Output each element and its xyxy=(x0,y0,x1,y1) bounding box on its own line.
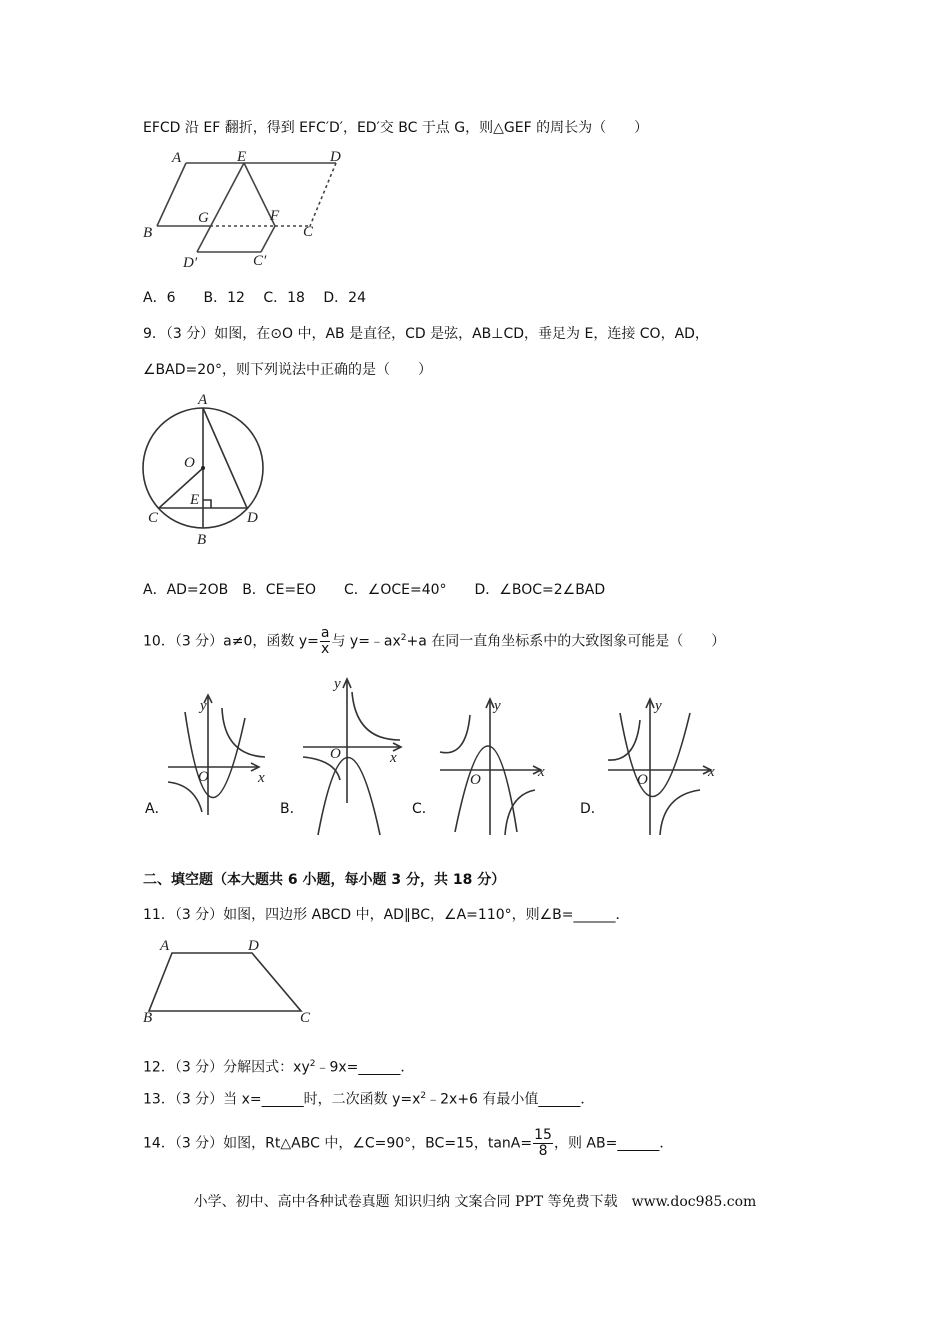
q13-suffix: ﹣2x+6 有最小值______． xyxy=(426,1091,595,1108)
q13-text xyxy=(143,1086,594,1110)
q10-sup: 2 xyxy=(400,632,407,643)
q8-options: A．6 B．12 C．18 D．24 xyxy=(143,290,366,306)
q10-b-x-label: x xyxy=(390,750,397,766)
q9-options: A．AD=2OB B．CE=EO C．∠OCE=40° D．∠BOC=2∠BAD xyxy=(143,582,606,598)
q14-frac-num: 15 xyxy=(534,1127,552,1143)
q10-b-y-label: y xyxy=(334,676,341,692)
q10-graph-c xyxy=(440,699,541,835)
q9-text-line2: ∠BAD=20°，则下列说法中正确的是（ ） xyxy=(143,362,433,378)
q8-label-f: F xyxy=(270,208,280,224)
q10-d-y-label: y xyxy=(655,698,662,714)
q9-label-b: B xyxy=(197,532,207,548)
q13-prefix: 13．（3 分）当 x=______时，二次函数 y=x xyxy=(143,1091,421,1108)
q9-label-a: A xyxy=(198,392,208,408)
q12-suffix: ﹣9x=______． xyxy=(315,1059,415,1076)
q14-suffix: ，则 AB=______． xyxy=(553,1135,674,1152)
q11-label-c: C xyxy=(300,1010,311,1026)
q10-graph-a xyxy=(168,695,265,815)
q14-prefix: 14．（3 分）如图，Rt△ABC 中，∠C=90°，BC=15，tanA= xyxy=(143,1135,533,1152)
q10-fraction xyxy=(320,626,331,657)
q10-option-d: D． xyxy=(580,801,605,817)
q8-label-a: A xyxy=(172,150,182,166)
q10-text xyxy=(143,626,725,657)
q9-text-line1: 9．（3 分）如图，在⊙O 中，AB 是直径，CD 是弦，AB⊥CD，垂足为 E，连接 CO，AD， xyxy=(143,326,709,342)
q10-a-y-label: y xyxy=(200,698,207,714)
q10-mid: 与 y=﹣ax xyxy=(331,633,401,650)
q10-option-b: B． xyxy=(280,801,304,817)
q11-label-a: A xyxy=(160,938,170,954)
q10-a-origin: O xyxy=(198,769,209,785)
q11-text: 11．（3 分）如图，四边形 ABCD 中，AD∥BC，∠A=110°，则∠B=______． xyxy=(143,907,630,923)
q14-fraction xyxy=(533,1128,553,1159)
q10-d-origin: O xyxy=(637,772,648,788)
q10-a-x-label: x xyxy=(258,770,265,786)
q10-frac-den: x xyxy=(321,641,330,657)
q8-label-c: C xyxy=(303,224,314,240)
q13-sup: 2 xyxy=(420,1091,427,1101)
q10-c-y-label: y xyxy=(494,698,501,714)
q8-label-d: D xyxy=(330,149,341,165)
q8-label-e: E xyxy=(237,149,247,165)
q10-prefix: 10．（3 分）a≠0，函数 y= xyxy=(143,633,319,650)
q10-graph-d xyxy=(608,699,711,835)
q10-b-origin: O xyxy=(330,746,341,762)
q10-frac-num: a xyxy=(320,625,330,641)
q10-option-c: C． xyxy=(412,801,436,817)
q8-label-c-prime: C′ xyxy=(253,253,267,269)
q12-prefix: 12．（3 分）分解因式：xy xyxy=(143,1059,310,1076)
q9-label-e: E xyxy=(190,492,200,508)
q10-suffix: +a 在同一直角坐标系中的大致图象可能是（ ） xyxy=(406,633,726,650)
q9-label-c: C xyxy=(148,510,159,526)
q11-label-d: D xyxy=(248,938,259,954)
q10-graph-b xyxy=(303,679,401,835)
q10-d-x-label: x xyxy=(708,764,715,780)
q14-text xyxy=(143,1128,673,1159)
q11-label-b: B xyxy=(143,1010,153,1026)
q12-sup: 2 xyxy=(309,1059,316,1069)
q11-trapezoid-figure xyxy=(149,953,301,1011)
q12-text xyxy=(143,1054,414,1078)
q14-frac-den: 8 xyxy=(538,1143,548,1159)
q9-label-o: O xyxy=(184,455,195,471)
q9-label-d: D xyxy=(247,510,258,526)
q10-c-origin: O xyxy=(470,772,481,788)
q8-label-g: G xyxy=(198,210,209,226)
q10-c-x-label: x xyxy=(538,764,545,780)
q8-label-d-prime: D′ xyxy=(183,255,198,271)
footer-text: 小学、初中、高中各种试卷真题 知识归纳 文案合同 PPT 等免费下载 www.doc985.com xyxy=(193,1194,757,1210)
q8-text: EFCD 沿 EF 翻折，得到 EFC′D′，ED′交 BC 于点 G，则△GEF 的周长为（ ） xyxy=(143,120,649,136)
q8-label-b: B xyxy=(143,225,153,241)
q10-option-a: A． xyxy=(145,801,169,817)
section-2-heading: 二、填空题（本大题共 6 小题，每小题 3 分，共 18 分） xyxy=(143,872,506,888)
